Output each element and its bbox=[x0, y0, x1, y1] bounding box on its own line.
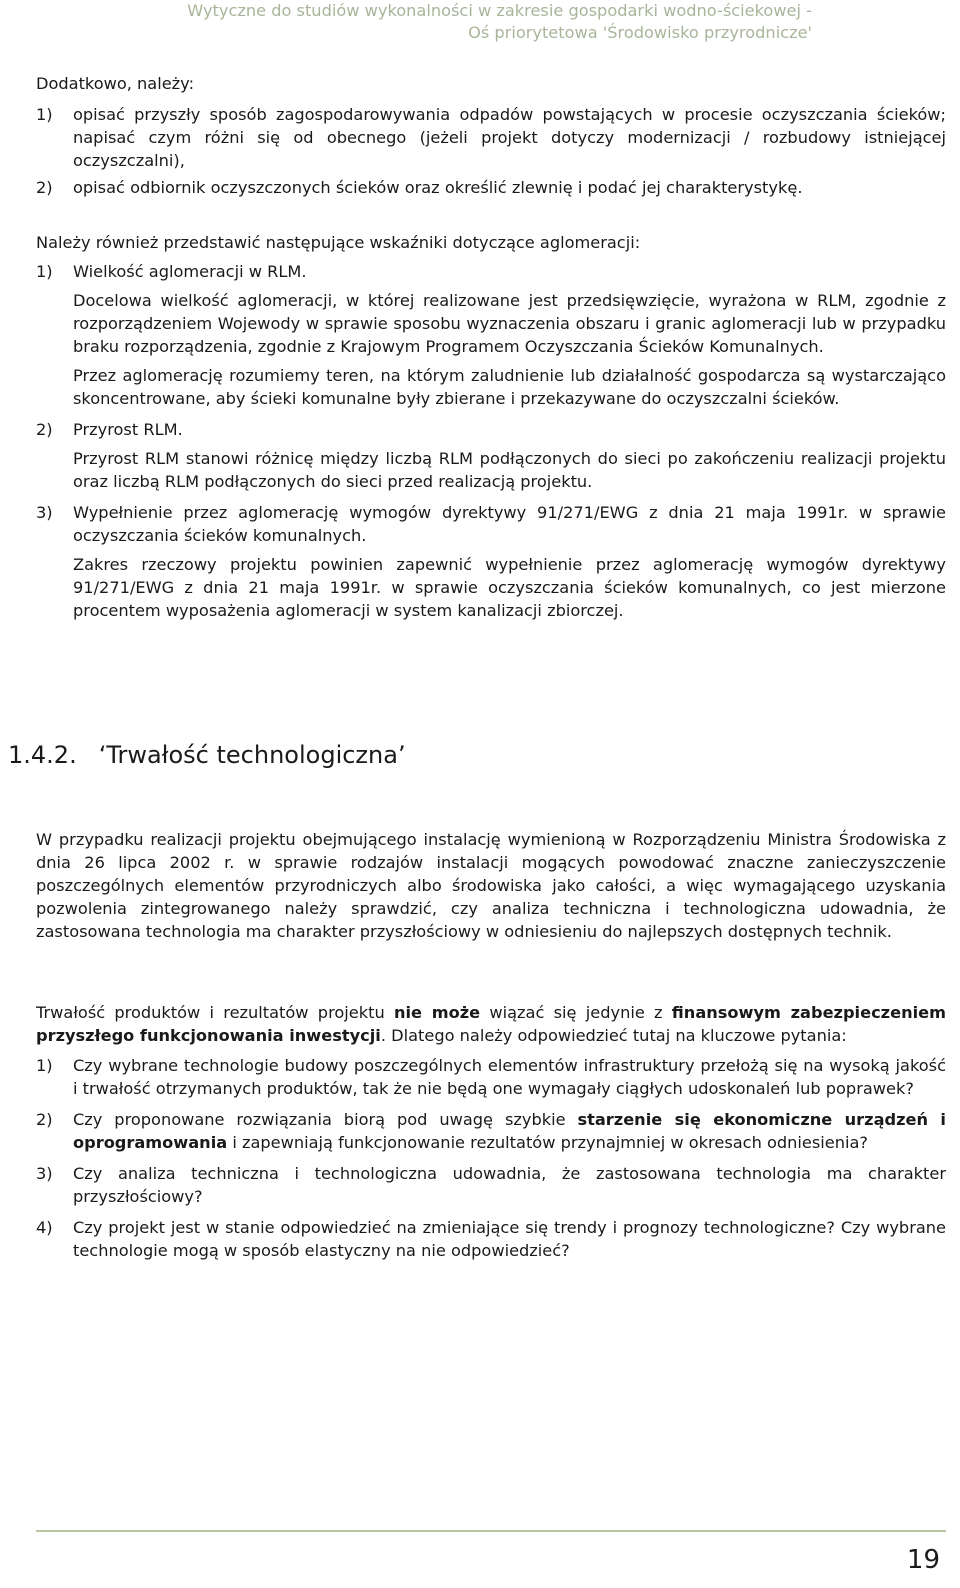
indicator-paragraph: Zakres rzeczowy projektu powinien zapewnić wypełnienie przez aglomerację wymogów dyrektywy 91/271/EWG z dnia 21 maja 1991r. w sprawie oczyszczania ścieków komunalnych, co jest mierzone procentem wyposażenia aglomeracji w system kanalizacji zbiorczej. bbox=[73, 555, 946, 620]
durability-bold: nie może bbox=[393, 1003, 481, 1022]
indicator-2 bbox=[36, 418, 946, 441]
indicator-title: Przyrost RLM. bbox=[73, 420, 183, 439]
indicator-title: Wielkość aglomeracji w RLM. bbox=[73, 262, 307, 281]
intro-item-1 bbox=[36, 103, 946, 172]
durability-text: wiązać się jedynie z bbox=[480, 1003, 672, 1022]
intro-text: Dodatkowo, należy: bbox=[36, 74, 195, 93]
list-number: 2) bbox=[36, 178, 53, 197]
footer-divider bbox=[36, 1530, 946, 1532]
page-number: 19 bbox=[906, 1545, 940, 1575]
lower-content bbox=[36, 1001, 946, 1262]
indicator-3 bbox=[36, 501, 946, 547]
list-item-text: opisać odbiornik oczyszczonych ścieków oraz określić zlewnię i podać jej charakterystykę. bbox=[73, 178, 803, 197]
section-number: 1.4.2. bbox=[8, 741, 77, 769]
header-line-2: Oś priorytetowa 'Środowisko przyrodnicze' bbox=[468, 23, 812, 42]
indicator-paragraph: Docelowa wielkość aglomeracji, w której realizowane jest przedsięwzięcie, wyrażona w RLM, zgodnie z rozporządzeniem Wojewody w sprawie sposobu wyznaczenia obszaru i granic aglomeracji lub w przypadku braku rozporządzenia, zgodnie z Krajowym Programem Oczyszczania Ścieków Komunalnych. bbox=[73, 291, 946, 356]
list-number: 1) bbox=[36, 1056, 53, 1075]
question-text: Czy proponowane rozwiązania biorą pod uwagę szybkie bbox=[73, 1110, 578, 1129]
question-2 bbox=[36, 1108, 946, 1154]
list-number: 2) bbox=[36, 420, 53, 439]
durability-paragraph bbox=[36, 1001, 946, 1047]
list-item-text: opisać przyszły sposób zagospodarowywania odpadów powstających w procesie oczyszczania ścieków; napisać czym różni się od obecnego (jeżeli projekt dotyczy modernizacji / rozbudowy istniejącej oczyszczalni), bbox=[73, 105, 946, 170]
header-line-1: Wytyczne do studiów wykonalności w zakresie gospodarki wodno-ściekowej - bbox=[187, 1, 812, 20]
list-number: 1) bbox=[36, 262, 53, 281]
question-1 bbox=[36, 1054, 946, 1100]
indicator-1 bbox=[36, 260, 946, 283]
list-number: 2) bbox=[36, 1110, 53, 1129]
section-heading bbox=[8, 740, 406, 770]
durability-text: Trwałość produktów i rezultatów projektu bbox=[36, 1003, 394, 1022]
indicator-paragraph: Przyrost RLM stanowi różnicę między liczbą RLM podłączonych do sieci po zakończeniu realizacji projektu oraz liczbą RLM podłączonych do sieci przed realizacją projektu. bbox=[73, 449, 946, 491]
indicator-title: Wypełnienie przez aglomerację wymogów dyrektywy 91/271/EWG z dnia 21 maja 1991r. w sprawie oczyszczania ścieków komunalnych. bbox=[73, 503, 946, 545]
top-content bbox=[36, 72, 946, 622]
list-number: 3) bbox=[36, 1164, 53, 1183]
question-3 bbox=[36, 1162, 946, 1208]
durability-text: . Dlatego należy odpowiedzieć tutaj na kluczowe pytania: bbox=[380, 1026, 847, 1045]
list-number: 3) bbox=[36, 503, 53, 522]
indicators-intro: Należy również przedstawić następujące wskaźniki dotyczące aglomeracji: bbox=[36, 233, 641, 252]
question-text: Czy wybrane technologie budowy poszczególnych elementów infrastruktury przełożą się na wysoką jakość i trwałość otrzymanych produktów, tak że nie będą one wymagały ciągłych udoskonaleń lub poprawek? bbox=[73, 1056, 946, 1098]
question-bold: starzenie się ekonomiczne urządzeń i oprogramowania bbox=[73, 1110, 946, 1152]
section-title: ‘Trwałość technologiczna’ bbox=[98, 741, 406, 769]
running-header bbox=[120, 0, 960, 44]
list-number: 4) bbox=[36, 1218, 53, 1237]
durability-bold: finansowym zabezpieczeniem przyszłego funkcjonowania inwestycji bbox=[36, 1003, 946, 1045]
question-text: Czy analiza techniczna i technologiczna udowadnia, że zastosowana technologia ma charakter przyszłościowy? bbox=[73, 1164, 946, 1206]
section-paragraph: W przypadku realizacji projektu obejmującego instalację wymienioną w Rozporządzeniu Ministra Środowiska z dnia 26 lipca 2002 r. w sprawie rodzajów instalacji mogących powodować znaczne zanieczyszczenie poszczególnych elementów przyrodniczych albo środowiska jako całości, a więc wymagającego uzyskania pozwolenia zintegrowanego należy sprawdzić, czy analiza techniczna i technologiczna udowadnia, że zastosowana technologia ma charakter przyszłościowy w odniesieniu do najlepszych dostępnych technik. bbox=[36, 830, 946, 941]
list-number: 1) bbox=[36, 105, 53, 124]
indicator-paragraph: Przez aglomerację rozumiemy teren, na którym zaludnienie lub działalność gospodarcza są wystarczająco skoncentrowane, aby ścieki komunalne były zbierane i przekazywane do oczyszczalni ścieków. bbox=[73, 366, 946, 408]
question-text: Czy projekt jest w stanie odpowiedzieć na zmieniające się trendy i prognozy technologiczne? Czy wybrane technologie mogą w sposób elastyczny na nie odpowiedzieć? bbox=[73, 1218, 946, 1260]
intro-item-2 bbox=[36, 176, 946, 199]
question-text: i zapewniają funkcjonowanie rezultatów przynajmniej w okresach odniesienia? bbox=[227, 1133, 869, 1152]
question-4 bbox=[36, 1216, 946, 1262]
